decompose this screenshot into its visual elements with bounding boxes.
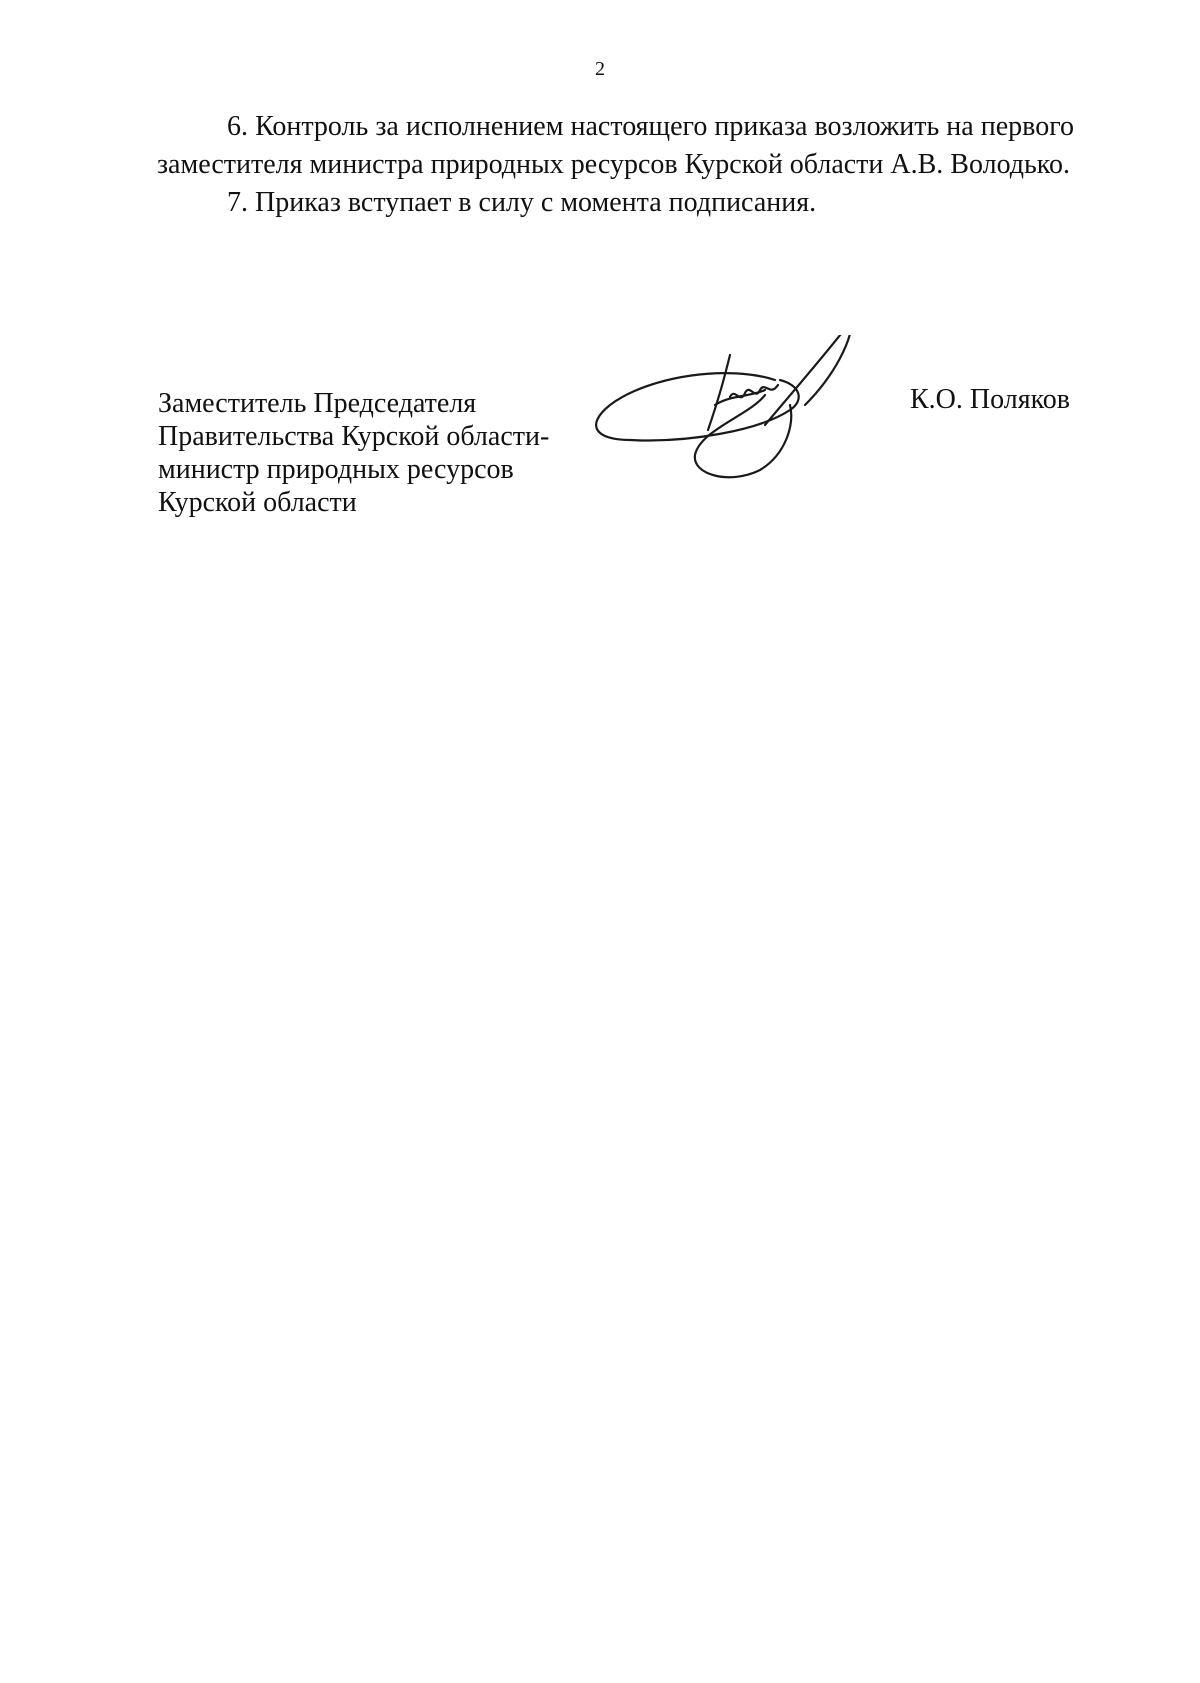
signature-squiggle (730, 385, 778, 397)
handwritten-signature (590, 335, 890, 495)
document-body (157, 108, 1074, 222)
paragraph-7: 7. Приказ вступает в силу с момента подписания. (227, 187, 817, 218)
signer-position (158, 387, 578, 519)
position-line-1: Заместитель Председателя (158, 388, 477, 419)
position-line-4: Курской области (158, 487, 357, 518)
page-number: 2 (595, 58, 605, 80)
position-line-3: министр природных ресурсов (158, 454, 514, 485)
signature-rising-stroke (765, 335, 852, 425)
signature-stroke-1 (708, 355, 730, 430)
signature-loop (596, 373, 799, 440)
signature-lower-loop (695, 395, 791, 477)
paragraph-6: 6. Контроль за исполнением настоящего приказа возложить на первого заместителя министра природных ресурсов Курской области А.В. Володько. (157, 111, 1074, 180)
position-line-2: Правительства Курской области- (158, 421, 550, 452)
signer-name: К.О. Поляков (910, 384, 1071, 415)
